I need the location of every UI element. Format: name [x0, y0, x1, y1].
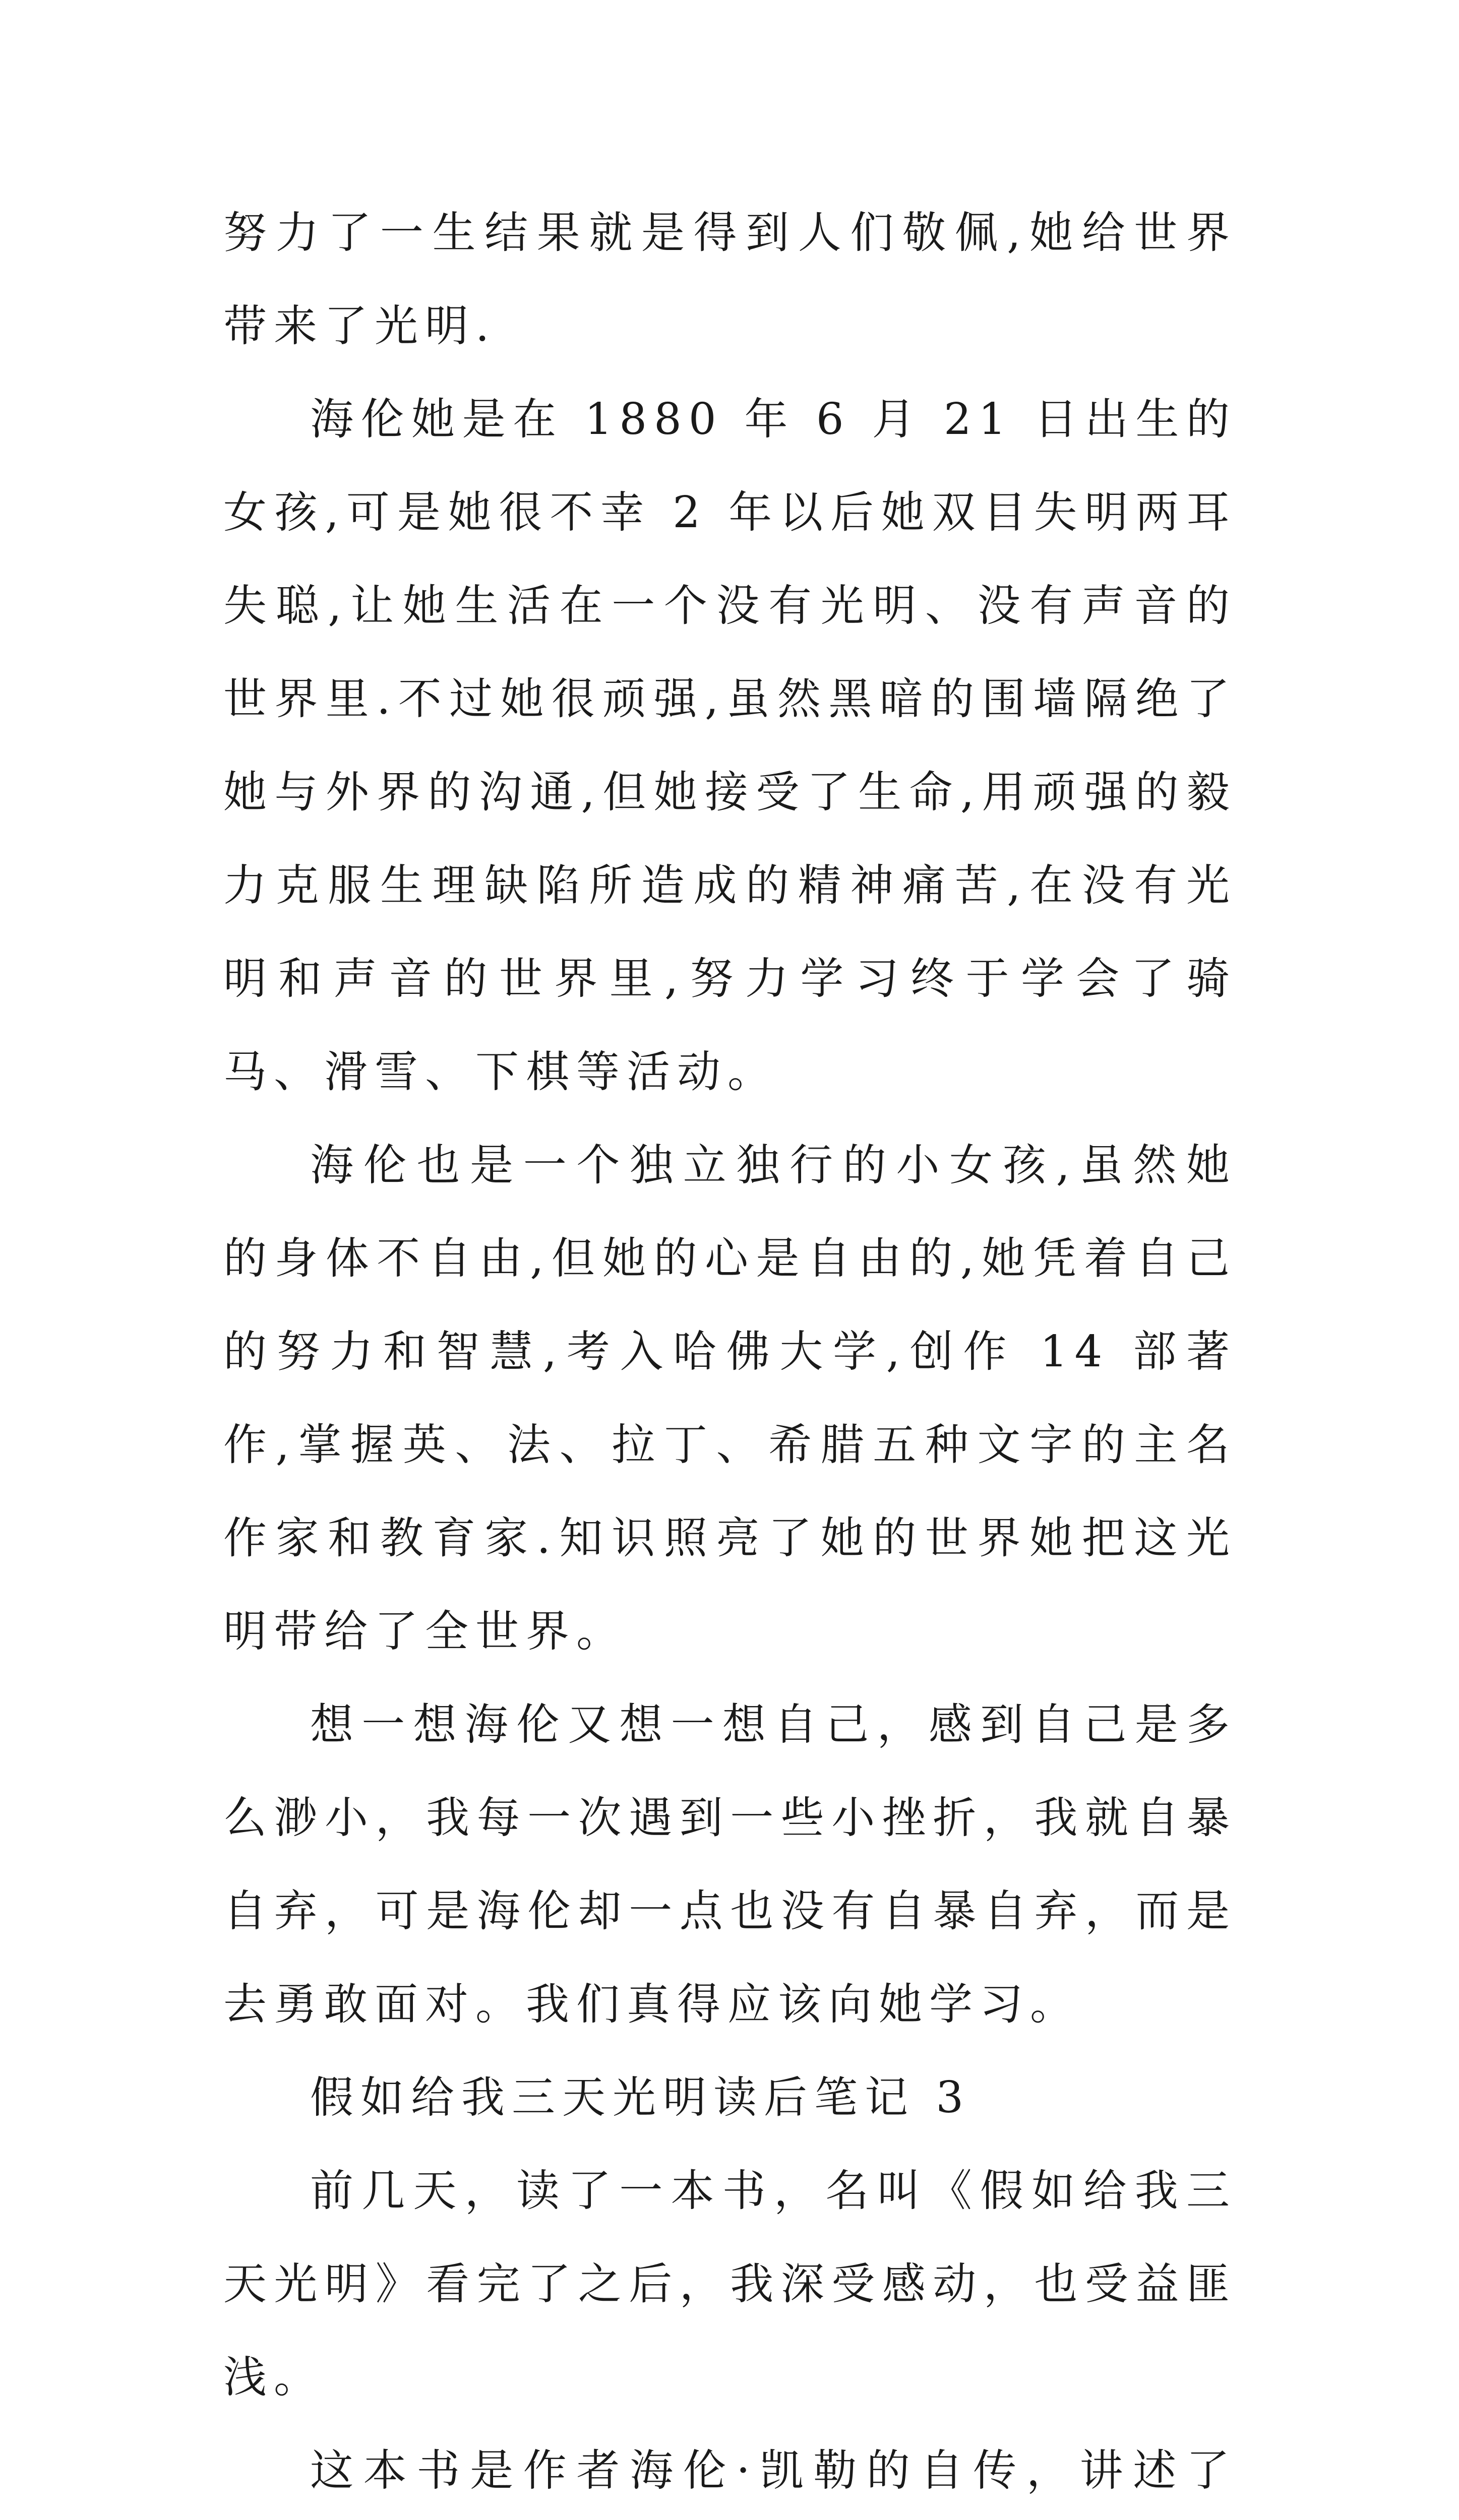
paragraph: 努力了一生结果就是得到人们敬佩,她给世界带来了光明.	[223, 208, 1237, 351]
paragraph: 前几天，读了一本书，名叫《假如给我三天光明》看完了之后，我深受感动，也受益匪浅。	[223, 2166, 1237, 2403]
document-body	[223, 186, 1237, 2520]
paragraph: 想一想海伦又想一想自己，感到自己是多么渺小，我每一次遇到一些小挫折，我就自暴自弃，可是海伦却一点也没有自暴自弃，而是去勇敢面对。我们真得应该向她学习。	[223, 1699, 1237, 2030]
paragraph: 这本书是作者海伦·凯勒的自传，讲述了	[310, 2445, 1237, 2496]
paragraph: 海伦也是一个独立独行的小女孩,虽然她的身体不自由,但她的心是自由的,她凭着自己的努力和智慧,考入哈佛大学,创作 14 部著作,掌握英、法、拉丁、希腊五种文字的主名作家和教育家.知识照亮了她的世界她把这光明带给了全世界。	[223, 1140, 1237, 1657]
paragraph: 海伦她是在 1880 年 6 月 21 日出生的女孩,可是她很不幸 2 年以后她双目失明两耳失聪,让她生活在一个没有光明、没有声音的世界里.不过她很顽强,虽然黑暗的围墙隔绝了她与外界的沟通,但她接受了生命,用顽强的毅力克服生理缺陷所造成的精神痛苦,在没有光明和声音的世界里,努力学习终于学会了骑马、滑雪、下棋等活动。	[223, 394, 1237, 1097]
section-heading: 假如给我三天光明读后笔记 3	[310, 2072, 971, 2123]
